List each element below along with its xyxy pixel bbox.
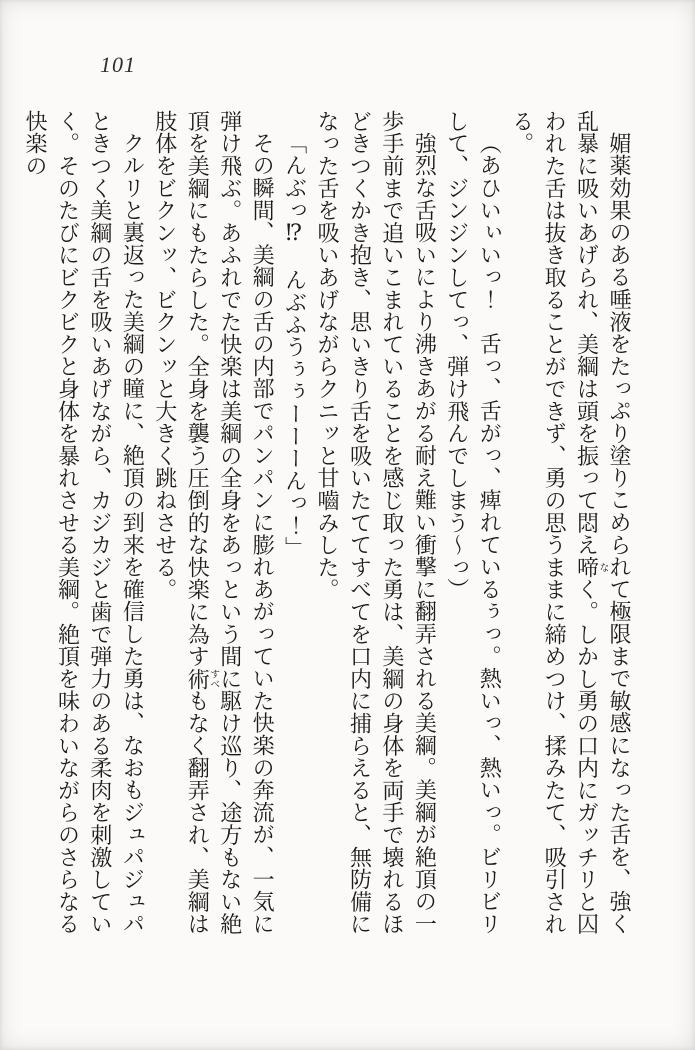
furigana: すべ: [208, 667, 220, 690]
ruby-annotated-word: 啼な: [574, 556, 609, 579]
paragraph: 強烈な舌吸いにより沸きあがる耐え難い衝撃に翻弄される美綱。美綱が絶頂の一歩手前まで追いこまれていることを感じ取った勇は、美綱の身体を両手で壊れるほどきつくかき抱き、思いきり舌を吸いたててすべてを口内に捕らえると、無防備になった舌を吸いあげながらクニッと甘嚙みした。: [315, 110, 438, 936]
ruby-annotated-word: 術すべ: [185, 667, 220, 690]
paragraph: クルリと裏返った美綱の瞳に、絶頂の到来を確信した勇は、なおもジュパジュパときつく美綱の舌を吸いあげながら、カジカジと歯で弾力のある柔肉を刺激していく。そのたびにビクビクと身体を暴れさせる美綱。絶頂を味わいながらのさらなる快楽の: [23, 110, 146, 936]
paragraph: 媚薬効果のある唾液をたっぷり塗りこめられて極限まで敏感になった舌を、強く乱暴に吸いあげられ、美綱は頭を振って悶え啼なく。しかし勇の口内にガッチリと囚われた舌は抜き取ることができず、勇の思うままに締めつけ、揉みたて、吸引される。: [509, 110, 632, 936]
paragraph: （あひいぃいっ！ 舌っ、舌がっ、痺れているぅっ。熱いっ、熱いっ。ビリビリして、ジンジンしてっ、弾け飛んでしまう～っ）: [444, 110, 503, 935]
paragraph: 「んぶっ⁉ んぶふうぅぅーーーんっ！」: [282, 132, 308, 559]
page-number: 101: [100, 52, 136, 77]
furigana: な: [597, 556, 609, 579]
body-text: [19, 110, 635, 950]
paragraph: その瞬間、美綱の舌の内部でパンパンに膨れあがっていた快楽の奔流が、一気に弾け飛ぶ。あふれでた快楽は美綱の全身をあっという間に駆け巡り、途方もない絶頂を美綱にもたらした。全身を襲う圧倒的な快楽に為す術すべもなく翻弄され、美綱は肢体をビクンッ、ビクンッと大きく跳ねさせる。: [152, 110, 276, 936]
